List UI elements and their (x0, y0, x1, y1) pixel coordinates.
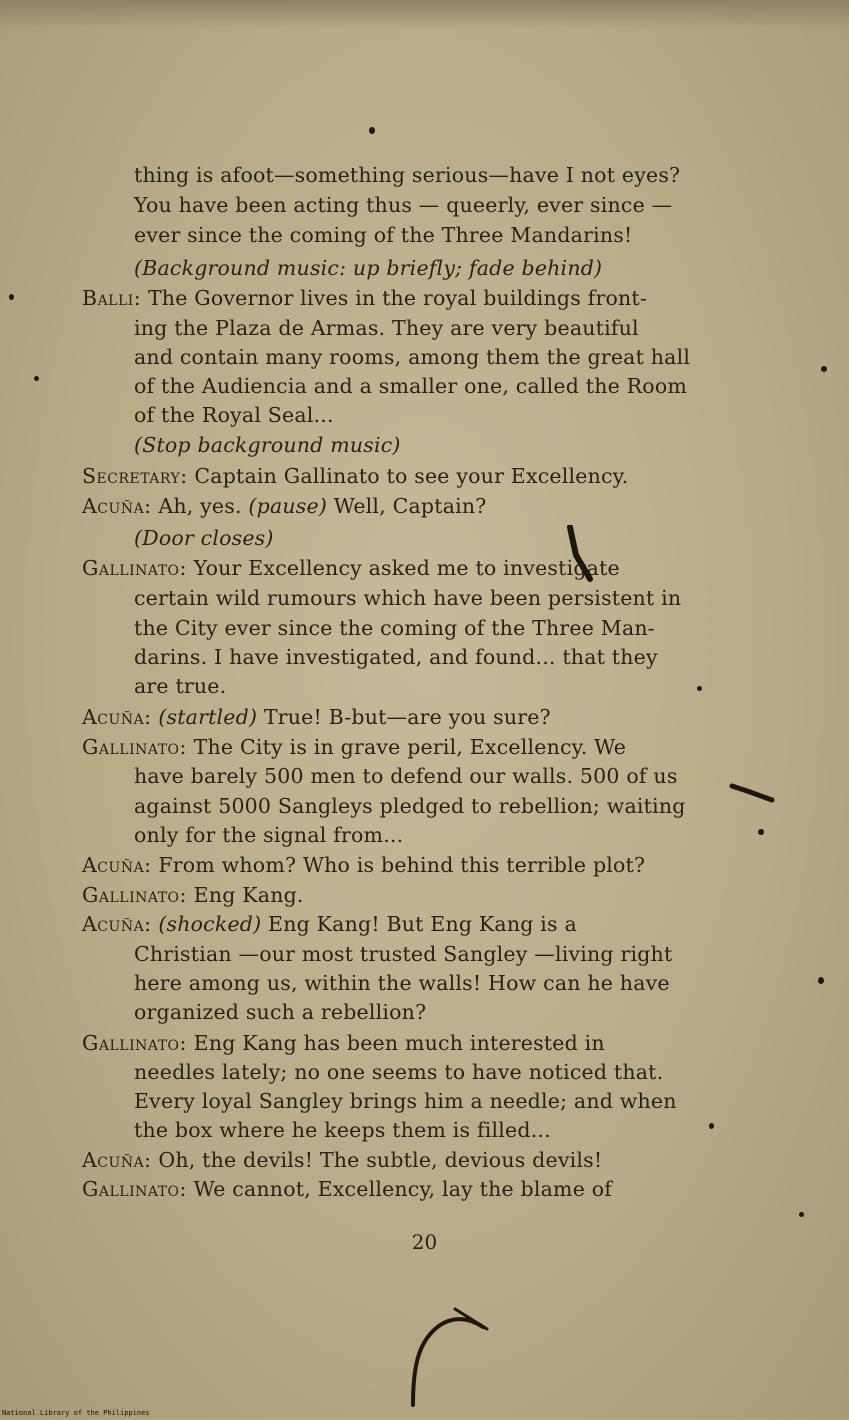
text-line: have barely 500 men to defend our walls. 500 of us (134, 764, 678, 788)
text-line: darins. I have investigated, and found... that they (134, 645, 658, 669)
stage-direction: (Door closes) (134, 526, 274, 550)
text-line: against 5000 Sangleys pledged to rebellion; waiting (134, 794, 686, 818)
dialogue-line: Acuña: From whom? Who is behind this terrible plot? (82, 853, 646, 877)
text-line: the City ever since the coming of the Three Man- (134, 616, 655, 640)
page-number: 20 (411, 1230, 438, 1254)
speaker-name: Gallinato: (82, 1031, 187, 1055)
speaker-name: Acuña: (82, 1148, 152, 1172)
text-line: here among us, within the walls! How can he have (134, 971, 670, 995)
stage-direction: (Background music: up briefly; fade behind) (134, 256, 603, 280)
dialogue-line: Gallinato: We cannot, Excellency, lay the blame of (82, 1177, 613, 1201)
text-line: are true. (134, 674, 227, 698)
dialogue-line: Gallinato: Eng Kang. (82, 883, 304, 907)
pen-stroke (395, 1305, 495, 1420)
text-line: needles lately; no one seems to have noticed that. (134, 1060, 664, 1084)
ink-speck (709, 1123, 714, 1129)
text-line: Every loyal Sangley brings him a needle; and when (134, 1089, 677, 1113)
speaker-name: Secretary: (82, 464, 188, 488)
speaker-name: Gallinato: (82, 1177, 187, 1201)
ink-speck (758, 829, 764, 835)
ink-speck (799, 1212, 804, 1217)
dialogue-line: Acuña: Ah, yes. (pause) Well, Captain? (82, 494, 487, 518)
ink-speck (821, 366, 827, 372)
text-line: only for the signal from... (134, 823, 404, 847)
ink-speck (34, 376, 39, 381)
ink-speck (697, 686, 702, 691)
ink-speck (9, 294, 14, 300)
dialogue-line: Acuña: (startled) True! B-but—are you sure? (82, 705, 551, 729)
text-line: You have been acting thus — queerly, ever since — (134, 193, 673, 217)
text-line: thing is afoot—something serious—have I not eyes? (134, 163, 681, 187)
text-line: ever since the coming of the Three Mandarins! (134, 223, 633, 247)
dialogue-line: Gallinato: Eng Kang has been much interested in (82, 1031, 605, 1055)
pen-stroke (560, 525, 600, 585)
speaker-name: Balli: (82, 286, 142, 310)
ink-speck (818, 977, 824, 984)
text-line: and contain many rooms, among them the great hall (134, 345, 691, 369)
speaker-name: Gallinato: (82, 735, 187, 759)
text-line: Christian —our most trusted Sangley —living right (134, 942, 673, 966)
dialogue-line: Gallinato: The City is in grave peril, Excellency. We (82, 735, 627, 759)
dialogue-line: Secretary: Captain Gallinato to see your Excellency. (82, 464, 629, 488)
speaker-name: Acuña: (82, 912, 152, 936)
speaker-name: Acuña: (82, 705, 152, 729)
dialogue-line: Acuña: (shocked) Eng Kang! But Eng Kang is a (82, 912, 577, 936)
speaker-name: Gallinato: (82, 883, 187, 907)
ink-speck (369, 127, 375, 134)
dialogue-line: Acuña: Oh, the devils! The subtle, devious devils! (82, 1148, 603, 1172)
speaker-name: Gallinato: (82, 556, 187, 580)
speaker-name: Acuña: (82, 494, 152, 518)
dialogue-line: Gallinato: Your Excellency asked me to investigate (82, 556, 620, 580)
text-line: ing the Plaza de Armas. They are very beautiful (134, 316, 639, 340)
text-line: certain wild rumours which have been persistent in (134, 586, 682, 610)
stage-direction: (Stop background music) (134, 433, 401, 457)
text-line: organized such a rebellion? (134, 1000, 427, 1024)
dialogue-line: Balli: The Governor lives in the royal buildings front- (82, 286, 647, 310)
library-footer: National Library of the Philippines (2, 1409, 150, 1417)
text-line: of the Royal Seal... (134, 403, 334, 427)
pen-stroke (728, 770, 776, 804)
text-line: of the Audiencia and a smaller one, called the Room (134, 374, 688, 398)
speaker-name: Acuña: (82, 853, 152, 877)
text-line: the box where he keeps them is filled... (134, 1118, 551, 1142)
page-edge-shadow (0, 0, 849, 30)
